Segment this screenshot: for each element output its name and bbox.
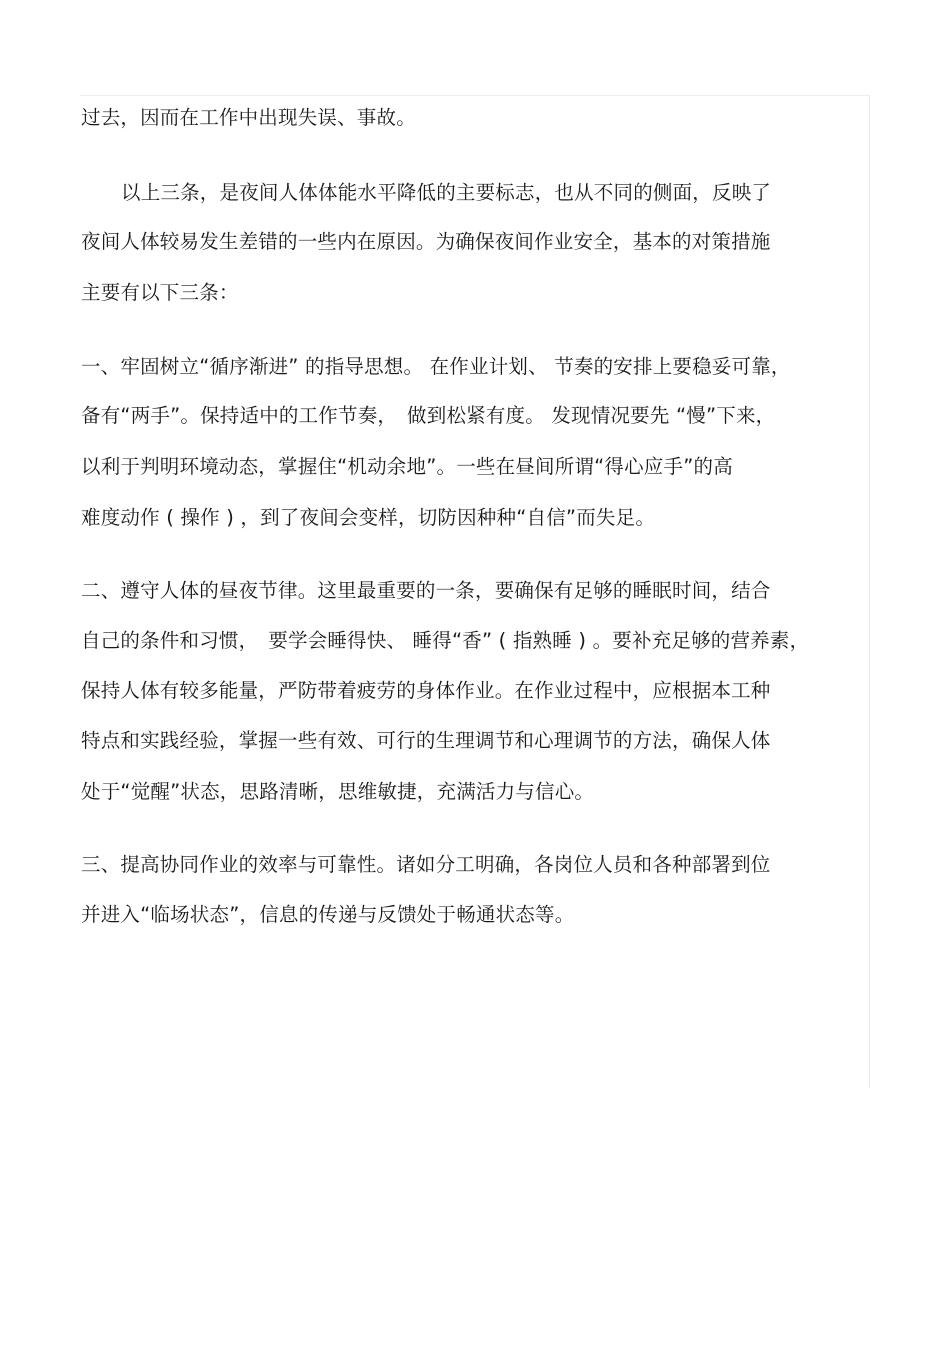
text-line: 过去，因而在工作中出现失误、事故。 (81, 106, 416, 129)
text-line: 二、遵守人体的昼夜节律。这里最重要的一条，要确保有足够的睡眠时间，结合 (81, 579, 771, 602)
text-line: 保持人体有较多能量，严防带着疲劳的身体作业。在作业过程中，应根据本工种 (81, 679, 771, 702)
text-line: 以上三条，是夜间人体体能水平降低的主要标志，也从不同的侧面，反映了 (121, 181, 772, 204)
text-line: 处于“觉醒”状态，思路清晰，思维敏捷，充满活力与信心。 (81, 780, 595, 803)
text-line: 一、牢固树立“循序渐进” 的指导思想。 在作业计划、 节奏的安排上要稳妥可靠， (81, 355, 791, 378)
text-line: 备有“两手”。保持适中的工作节奏， 做到松紧有度。 发现情况要先 “慢”下来， (81, 404, 776, 427)
text-line: 三、提高协同作业的效率与可靠性。诸如分工明确，各岗位人员和各种部署到位 (81, 853, 771, 876)
page-frame-top-border (80, 95, 870, 96)
text-line: 并进入“临场状态”，信息的传递与反馈处于畅通状态等。 (81, 903, 575, 926)
text-line: 主要有以下三条： (81, 281, 239, 304)
page-frame-right-border (869, 95, 870, 1088)
text-line: 自己的条件和习惯， 要学会睡得快、 睡得“香” ( 指熟睡 ) 。要补充足够的营养素， (81, 629, 810, 652)
text-line: 夜间人体较易发生差错的一些内在原因。为确保夜间作业安全，基本的对策措施 (81, 230, 771, 253)
text-line: 特点和实践经验，掌握一些有效、可行的生理调节和心理调节的方法，确保人体 (81, 729, 771, 752)
text-line: 难度动作 ( 操作 ) ，到了夜间会变样，切防因种种“自信”而失足。 (81, 506, 656, 529)
text-line: 以利于判明环境动态，掌握住“机动余地”。一些在昼间所谓“得心应手”的高 (81, 455, 733, 478)
